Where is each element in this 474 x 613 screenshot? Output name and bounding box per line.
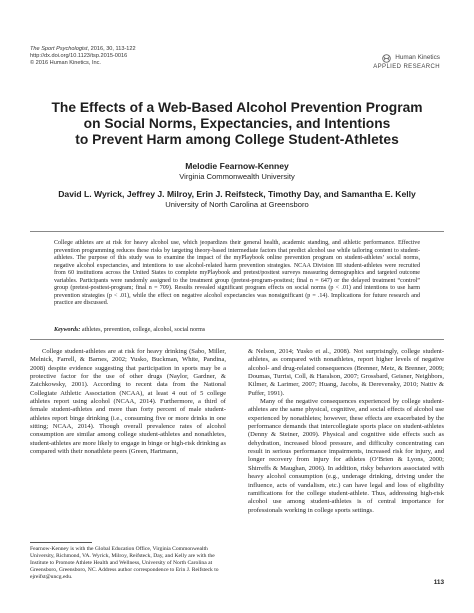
author-footnote: Fearnow-Kenney is with the Global Education Office, Virginia Commonwealth University, Richmond, VA. Wyrick, Milroy, Reifsteck, Day, and Kelly are with the Institute to Promote Athlete Health and Wellness, University of North Carolina at Greensboro, Greensboro, NC. Address author correspondence to Erin J. Reifsteck to ejreifst@uncg.edu. <box>30 546 219 581</box>
footnote-divider <box>30 542 92 543</box>
author-name: Melodie Fearnow-Kenney <box>185 161 289 171</box>
publisher-logo-icon <box>382 54 391 63</box>
title-line: The Effects of a Web-Based Alcohol Prevention Program <box>51 100 423 115</box>
journal-citation <box>30 46 260 53</box>
copyright-notice: © 2016 Human Kinetics, Inc. <box>30 60 101 67</box>
keywords-list: athletes, prevention, college, alcohol, social norms <box>80 327 206 333</box>
author-affiliation: Virginia Commonwealth University <box>179 172 295 181</box>
coauthors-block <box>30 189 444 210</box>
page-number: 113 <box>433 579 444 586</box>
article-title <box>30 100 444 148</box>
publisher-name: Human Kinetics <box>395 54 440 62</box>
abstract-bottom-divider <box>30 339 444 340</box>
body-column-left <box>30 348 226 456</box>
journal-header <box>30 46 260 68</box>
body-paragraph: & Nelson, 2014; Yusko et al., 2008). Not surprisingly, college student-athletes, as compared with nonathletes, report higher levels of negative alcohol- and drug-related consequences (Brenner, Metz, & Brenner, 2009; Doumas, Turrisi, Coll, & Haralson, 2007; Grossbard, Geisner, Neighbors, Kilmer, & Larimer, 2007; Huang, Jacobs, & Derevensky, 2010; Nattiv & Puffer, 1991). <box>248 348 444 397</box>
body-paragraph: Many of the negative consequences experienced by college student-athletes are the same physical, cognitive, and social effects of alcohol use experienced by nonathletes; however, these effects are exacerbated by the performance demands that intercollegiate sports place on student-athletes (Denny & Steiner, 2009). Physical and cognitive side effects such as dehydration, increased blood pressure, and difficulty concentrating can result in serious performance impairments, increased risk for injury, and longer recovery from injury for athletes (O’Brien & Lyons, 2000; Shirreffs & Maughan, 2006). In addition, risky behaviors associated with heavy alcohol consumption (e.g., underage drinking, driving under the influence, acts of vandalism, etc.) can have legal and loss of eligibility ramifications for the college student-athlete. Thus, addressing high-risk alcohol use among student-athletes is of central importance for professionals working in college sports settings. <box>248 398 444 514</box>
journal-volume: , 2016, 30, 113-122 <box>87 46 136 52</box>
doi-link[interactable]: http://dx.doi.org/10.1123/tsp.2015-0016 <box>30 53 128 60</box>
title-line: on Social Norms, Expectancies, and Intentions <box>83 116 391 131</box>
coauthor-affiliation: University of North Carolina at Greensboro <box>165 200 309 209</box>
body-paragraph: College student-athletes are at risk for heavy drinking (Sabo, Miller, Melnick, Farrell, & Barnes, 2002; Yusko, Buckman, White, Pandina, 2008) despite evidence suggesting that participation in sports may be a protective factor for the use of other drugs (Naylor, Gardner, & Zaichkowsky, 2001). According to recent data from the National Collegiate Athletic Association (NCAA), at least 4 out of 5 college athletes report using alcohol (NCAA, 2014). Furthermore, a third of female student-athletes and more than forty percent of male student-athletes report binge drinking (i.e., consuming five or more drinks in one sitting; NCAA, 2014). Though overall prevalence rates of alcohol consumption are similar among college student-athletes and nonathletes, student-athletes are more likely to engage in binge or high-risk drinking as compared with their nonathlete peers (Green, Hartmann, <box>30 348 226 456</box>
keywords <box>54 327 420 335</box>
abstract-top-divider <box>30 231 444 232</box>
journal-name: The Sport Psychologist <box>30 46 88 52</box>
body-column-right <box>248 348 444 515</box>
publisher-block <box>373 54 440 71</box>
abstract: College athletes are at risk for heavy alcohol use, which jeopardizes their general health, academic standing, and athletic performance. Effective prevention programming reduces these risks by targeting theory-based intermediate factors that predict alcohol use while tailoring content to student-athletes. The purpose of this study was to examine the impact of the myPlaybook online prevention program on student-athletes’ social norms, negative alcohol expectancies, and intentions to use alcohol-related harm prevention strategies. NCAA Division III student-athletes were recruited from 60 institutions across the United States to complete myPlaybook and pretest/posttest surveys measuring demographics and targeted outcome variables. Participants were randomly assigned to the treatment group (pretest-program-posttest; final n = 647) or the delayed treatment “control” group (pretest-posttest-program; final n = 709). Results revealed significant program effects on social norms (p < .01) and intentions to use harm prevention strategies (p < .01), while the effect on negative alcohol expectancies was nonsignificant (p = .14). Implications for future research and practice are discussed. <box>54 240 420 307</box>
first-author-block <box>30 161 444 182</box>
keywords-label: Keywords: <box>54 327 81 333</box>
section-label: APPLIED RESEARCH <box>373 64 440 70</box>
title-line: to Prevent Harm among College Student-Athletes <box>75 132 399 147</box>
coauthor-names: David L. Wyrick, Jeffrey J. Milroy, Erin J. Reifsteck, Timothy Day, and Samantha E. Kelly <box>58 189 416 199</box>
